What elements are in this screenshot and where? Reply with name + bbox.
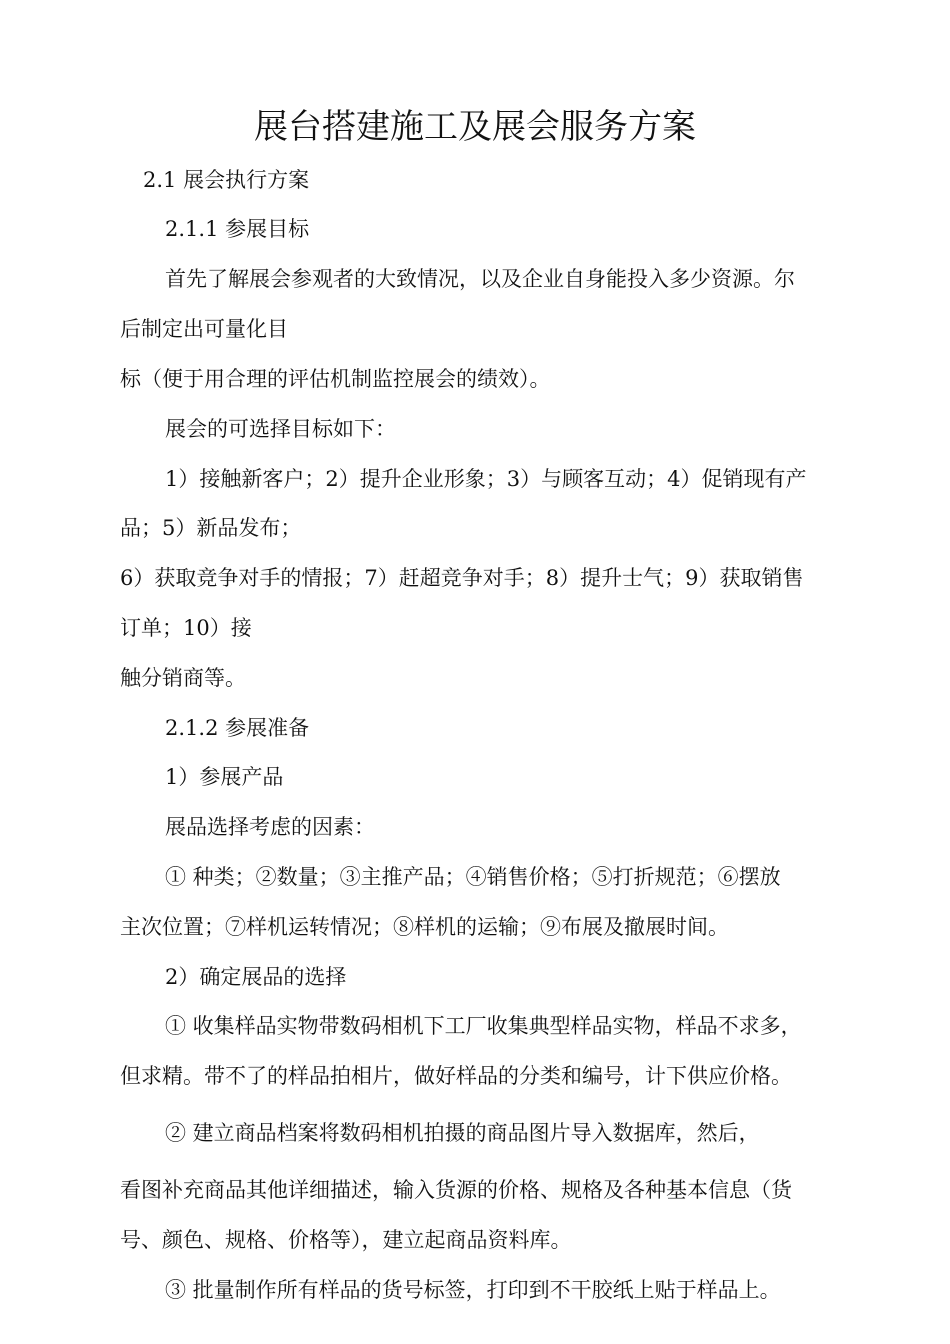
heading-2-1-2: 2.1.2 参展准备 <box>165 716 310 740</box>
paragraph-line: ① 种类；②数量；③主推产品；④销售价格；⑤打折规范；⑥摆放 <box>165 865 781 889</box>
paragraph-line: 但求精。带不了的样品拍相片，做好样品的分类和编号，计下供应价格。 <box>120 1064 792 1088</box>
paragraph-line: ② 建立商品档案将数码相机拍摄的商品图片导入数据库，然后， <box>165 1121 760 1145</box>
paragraph-line: ③ 批量制作所有样品的货号标签，打印到不干胶纸上贴于样品上。 <box>165 1278 781 1302</box>
document-title: 展台搭建施工及展会服务方案 <box>254 107 696 147</box>
paragraph-line: 品；5）新品发布； <box>120 516 302 540</box>
paragraph-line: 主次位置；⑦样机运转情况；⑧样机的运输；⑨布展及撤展时间。 <box>120 915 729 939</box>
paragraph-line: 触分销商等。 <box>120 666 246 690</box>
paragraph-line: 号、颜色、规格、价格等），建立起商品资料库。 <box>120 1228 572 1252</box>
paragraph-line: 6）获取竞争对手的情报；7）赶超竞争对手；8）提升士气；9）获取销售 <box>120 566 804 590</box>
paragraph-line: 看图补充商品其他详细描述，输入货源的价格、规格及各种基本信息（货 <box>120 1178 792 1202</box>
paragraph-line: 首先了解展会参观者的大致情况，以及企业自身能投入多少资源。尔 <box>165 267 795 291</box>
paragraph-line: 2）确定展品的选择 <box>165 965 347 989</box>
heading-2-1: 2.1 展会执行方案 <box>143 168 310 192</box>
heading-2-1-1: 2.1.1 参展目标 <box>165 217 310 241</box>
paragraph-line: 展会的可选择目标如下： <box>165 417 396 441</box>
paragraph-line: 订单；10）接 <box>120 616 252 640</box>
paragraph-line: ① 收集样品实物带数码相机下工厂收集典型样品实物，样品不求多， <box>165 1014 802 1038</box>
paragraph-line: 标（便于用合理的评估机制监控展会的绩效）。 <box>120 367 551 391</box>
paragraph-line: 1）接触新客户；2）提升企业形象；3）与顾客互动；4）促销现有产 <box>165 467 807 491</box>
paragraph-line: 展品选择考虑的因素： <box>165 815 375 839</box>
paragraph-line: 1）参展产品 <box>165 765 284 789</box>
paragraph-line: 后制定出可量化目 <box>120 317 288 341</box>
